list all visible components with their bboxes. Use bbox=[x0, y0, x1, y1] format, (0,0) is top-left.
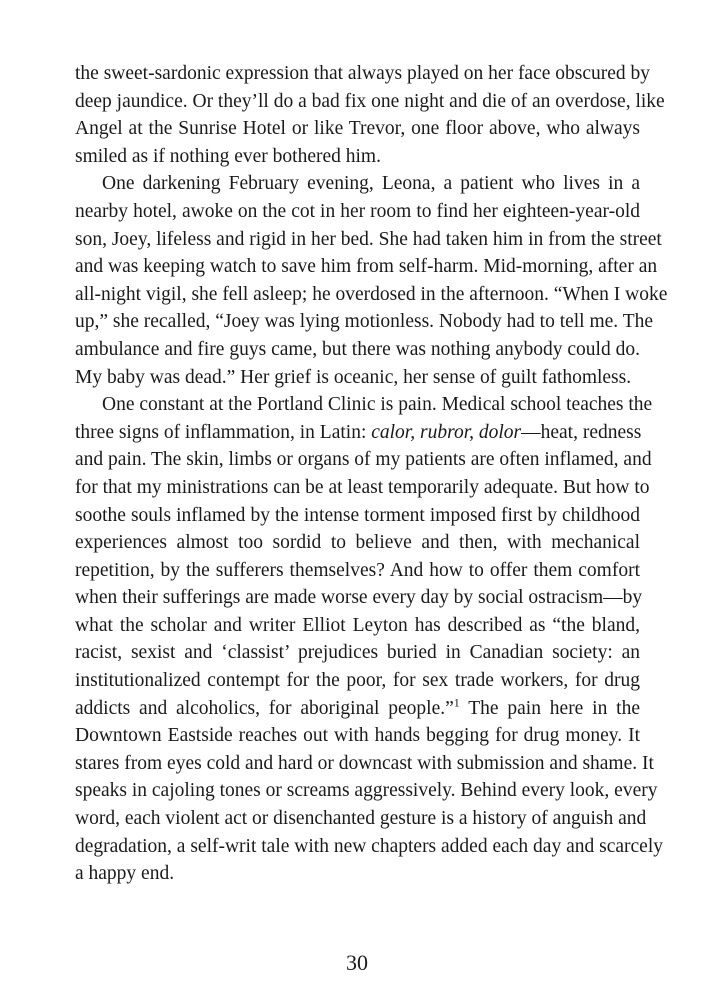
text-line: and pain. The skin, limbs or organs of my patients are often inflamed, and bbox=[75, 449, 652, 471]
text-line: what the scholar and writer Elliot Leyton has described as “the bland, bbox=[75, 614, 640, 636]
text-line bbox=[75, 419, 640, 447]
text-line: experiences almost too sordid to believe and then, with mechanical bbox=[75, 532, 640, 554]
text-line: up,” she recalled, “Joey was lying motionless. Nobody had to tell me. The bbox=[75, 311, 654, 333]
text-line: repetition, by the sufferers themselves? And how to offer them comfort bbox=[75, 559, 640, 581]
page-body bbox=[75, 60, 668, 888]
page-number: 30 bbox=[346, 950, 368, 975]
text-fragment: addicts and alcoholics, for aboriginal people.” bbox=[75, 697, 454, 719]
text-line: One constant at the Portland Clinic is pain. Medical school teaches the bbox=[102, 394, 653, 416]
text-line: racist, sexist and ‘classist’ prejudices buried in Canadian society: an bbox=[75, 642, 640, 664]
text-line: a happy end. bbox=[75, 863, 175, 885]
text-line: stares from eyes cold and hard or downcast with submission and shame. It bbox=[75, 752, 654, 774]
text-line: institutionalized contempt for the poor, for sex trade workers, for drug bbox=[75, 670, 640, 692]
text-line: smiled as if nothing ever bothered him. bbox=[75, 145, 381, 167]
text-fragment: The pain here in the bbox=[459, 697, 640, 719]
text-line: Angel at the Sunrise Hotel or like Trevor, one floor above, who always bbox=[75, 118, 640, 140]
text-line: Downtown Eastside reaches out with hands begging for drug money. It bbox=[75, 725, 640, 747]
text-line: and was keeping watch to save him from self-harm. Mid-morning, after an bbox=[75, 256, 658, 278]
text-line: speaks in cajoling tones or screams aggressively. Behind every look, every bbox=[75, 780, 658, 802]
text-line: nearby hotel, awoke on the cot in her room to find her eighteen-year-old bbox=[75, 200, 640, 222]
text-line: the sweet-sardonic expression that always played on her face obscured by bbox=[75, 63, 651, 84]
text-line: My baby was dead.” Her grief is oceanic, her sense of guilt fathomless. bbox=[75, 366, 632, 388]
text-fragment: three signs of inflammation, in Latin: bbox=[75, 421, 372, 443]
text-line: word, each violent act or disenchanted gesture is a history of anguish and bbox=[75, 808, 647, 830]
text-line: ambulance and fire guys came, but there was nothing anybody could do. bbox=[75, 338, 640, 360]
text-line: degradation, a self-writ tale with new chapters added each day and scarcely bbox=[75, 835, 663, 857]
text-line bbox=[75, 695, 640, 723]
text-line: when their sufferings are made worse every day by social ostracism—by bbox=[75, 587, 643, 609]
text-line: all-night vigil, she fell asleep; he overdosed in the afternoon. “When I woke bbox=[75, 283, 668, 305]
footnote-marker: 1 bbox=[453, 695, 460, 710]
text-line: son, Joey, lifeless and rigid in her bed. She had taken him in from the street bbox=[75, 228, 662, 250]
latin-terms: calor, rubror, dolor bbox=[371, 421, 522, 443]
text-line: soothe souls inflamed by the intense torment imposed first by childhood bbox=[75, 504, 640, 526]
text-line: deep jaundice. Or they’ll do a bad fix one night and die of an overdose, like bbox=[75, 90, 665, 112]
text-line: One darkening February evening, Leona, a patient who lives in a bbox=[102, 173, 640, 195]
text-fragment: —heat, redness bbox=[521, 421, 642, 443]
text-line: for that my ministrations can be at least temporarily adequate. But how to bbox=[75, 476, 650, 498]
